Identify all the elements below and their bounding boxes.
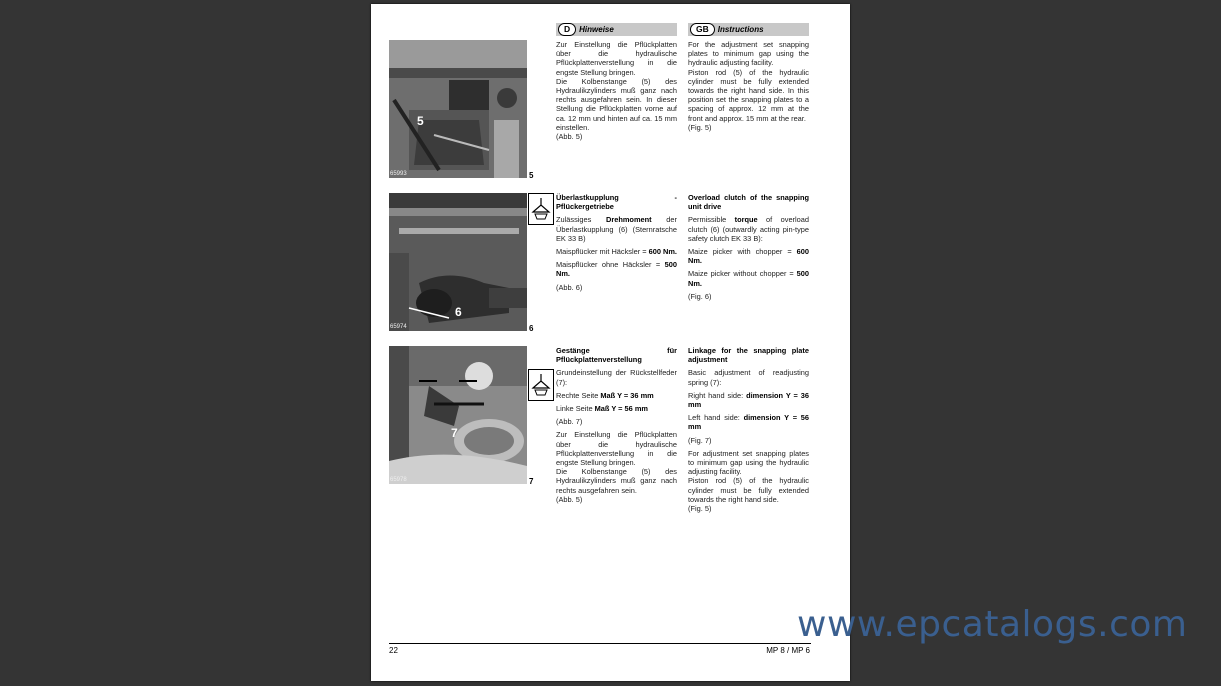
s2-en-intro-a: Permissible (688, 215, 735, 225)
s3-en-intro: Basic adjustment of readjusting spring (7): (688, 368, 809, 387)
s2-en-ref: (Fig. 6) (688, 291, 712, 301)
footer-divider (389, 643, 811, 644)
figure-5-photo (389, 40, 527, 178)
s2-en-line2-a: Maize picker without chopper = (688, 269, 797, 279)
s3-en-title: Linkage for the snapping plate adjustment (688, 346, 809, 365)
section3-english (688, 346, 809, 517)
s2-de-line2-b: 500 Nm. (556, 260, 677, 279)
english-header-title: Instructions (717, 25, 764, 34)
section1-german (556, 40, 677, 145)
s3-en-p3: Piston rod (5) of the hydraulic cylinder must be fully extended towards the right hand side. (688, 476, 809, 504)
s2-de-line1-a: Maispflücker mit Häcksler = (556, 247, 649, 257)
s3-de-title: Gestänge für Pflückplattenverstellung (556, 346, 677, 365)
s3-de-left-b: Maß Y = 56 mm (594, 404, 648, 414)
figure-7-photo (389, 346, 527, 484)
s3-de-right-b: Maß Y = 36 mm (600, 390, 654, 400)
figure-7-code: 65978 (390, 477, 407, 483)
s2-de-intro-b: Drehmoment (606, 215, 652, 225)
s1-de-p1: Zur Einstellung die Pflückplatten über die hydraulische Pflückplattenverstellung in die engste Stellung bringen. (556, 40, 677, 77)
section2-german (556, 193, 677, 296)
figure-7-callout: 7 (451, 426, 458, 440)
s1-en-ref: (Fig. 5) (688, 122, 712, 132)
figure-5-callout: 5 (417, 114, 424, 128)
s2-de-ref: (Abb. 6) (556, 282, 583, 292)
model-label: MP 8 / MP 6 (766, 646, 810, 655)
english-code-badge: GB (690, 23, 715, 36)
german-header-title: Hinweise (579, 25, 614, 34)
s1-en-p2: Piston rod (5) of the hydraulic cylinder must be fully extended towards the right hand side. In this position set the snapping plates to a spacing of approx. 12 mm at the front and approx. 15 mm at the rear. (688, 67, 809, 123)
s2-de-line2-a: Maispflücker ohne Häcksler = (556, 260, 665, 270)
s1-en-p1: For the adjustment set snapping plates to minimum gap using the hydraulic adjusting facility. (688, 40, 809, 68)
s3-en-p2: For adjustment set snapping plates to minimum gap using the hydraulic adjusting facility. (688, 448, 809, 477)
section3-german (556, 346, 677, 508)
section2-english (688, 193, 809, 305)
s3-de-right-a: Rechte Seite (556, 390, 601, 400)
page-number: 22 (389, 646, 398, 655)
s3-en-ref2: (Fig. 5) (688, 504, 712, 514)
s3-de-intro: Grundeinstellung der Rückstellfeder (7): (556, 368, 677, 387)
s2-de-intro-c: der Überlastkupplung (6) (Sternratsche EK 33 B) (556, 215, 677, 243)
english-header (688, 23, 809, 36)
s3-en-left-a: Left hand side: (688, 413, 744, 423)
watermark: www.epcatalogs.com (797, 604, 1188, 645)
s3-en-left-b: dimension Y = 56 mm (688, 413, 809, 432)
s2-en-line1-a: Maize picker with chopper = (688, 247, 797, 257)
s3-de-ref: (Abb. 7) (556, 417, 583, 427)
german-header (556, 23, 677, 36)
s1-de-p2: Die Kolbenstange (5) des Hydraulikzylinders muß ganz nach rechts ausgefahren sein. In dieser Stellung die Pflückplatten vorne auf ca. 12 mm und hinten auf ca. 15 mm einstellen. (556, 76, 677, 132)
section1-english (688, 40, 809, 136)
s3-en-right-b: dimension Y = 36 mm (688, 390, 809, 410)
s2-en-intro-b: torque (734, 215, 758, 225)
figure-6-callout: 6 (455, 305, 462, 319)
s3-de-p3: Die Kolbenstange (5) des Hydraulikzylinders muß ganz nach rechts ausgefahren sein. (556, 467, 677, 495)
s1-de-ref: (Abb. 5) (556, 132, 583, 142)
s3-de-p2: Zur Einstellung die Pflückplatten über die hydraulische Pflückplattenverstellung in die engste Stellung bringen. (556, 430, 677, 468)
s2-de-title: Überlastkupplung - Pflückergetriebe (556, 193, 677, 212)
figure-6-photo (389, 193, 527, 331)
s3-en-ref: (Fig. 7) (688, 435, 712, 445)
s2-de-intro-a: Zulässiges (556, 215, 607, 225)
s2-en-title: Overload clutch of the snapping unit drive (688, 193, 809, 212)
caution-hand-icon (528, 193, 554, 225)
s2-en-intro-c: of overload clutch (6) (outwardly acting pin-type safety clutch EK 33 B): (688, 215, 809, 243)
german-code-badge: D (558, 23, 576, 36)
s3-en-right-a: Right hand side: (688, 390, 747, 400)
figure-6-code: 65974 (390, 324, 407, 330)
document-page (371, 4, 850, 681)
figure-7-number: 7 (529, 477, 534, 486)
s2-en-line2-b: 500 Nm. (688, 269, 809, 288)
figure-5-code: 65993 (390, 171, 407, 177)
figure-5-number: 5 (529, 171, 534, 180)
s3-de-ref2: (Abb. 5) (556, 494, 583, 504)
figure-6-number: 6 (529, 324, 534, 333)
caution-hand-icon (528, 369, 554, 401)
s2-en-line1-b: 600 Nm. (688, 247, 809, 266)
s3-de-left-a: Linke Seite (556, 404, 595, 414)
s2-de-line1-b: 600 Nm. (648, 247, 677, 257)
